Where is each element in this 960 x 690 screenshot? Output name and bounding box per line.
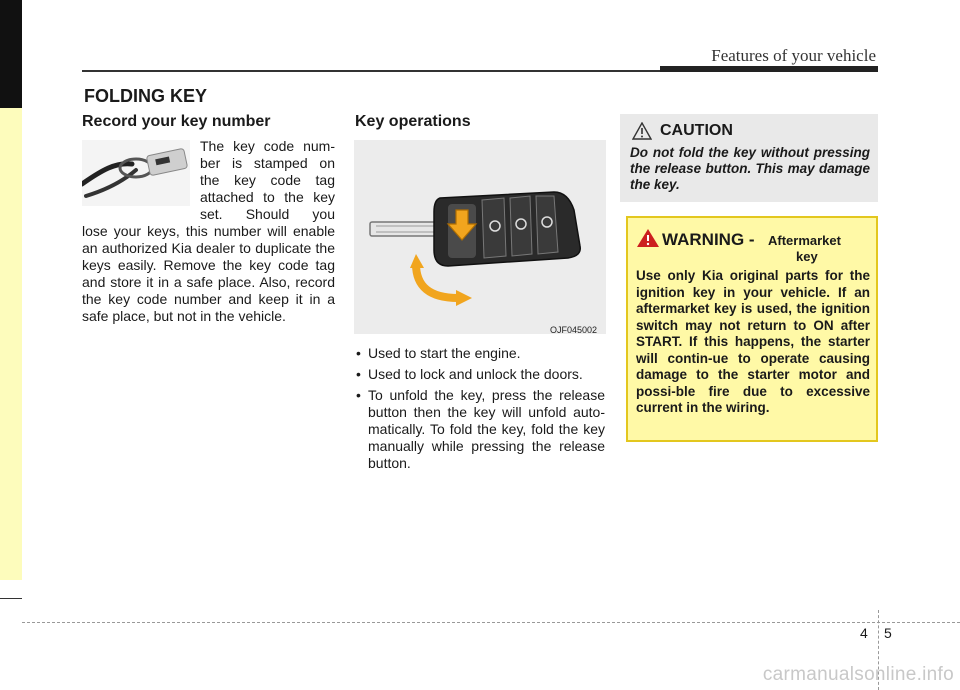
- warning-sublabel: Aftermarket: [768, 233, 841, 248]
- operations-list: [355, 345, 605, 476]
- caution-label: CAUTION: [660, 122, 733, 139]
- list-item: • Used to lock and unlock the doors.: [356, 366, 583, 382]
- chapter-number: 4: [860, 625, 868, 641]
- folding-key-illustration: [354, 140, 606, 334]
- warning-label: WARNING -: [662, 230, 755, 249]
- caution-text: Do not fold the key without pressing the release button. This may damage the key.: [630, 145, 870, 192]
- warning-text: Use only Kia original parts for the ignition key in your vehicle. If an aftermarket key is used, the ignition switch may not return to ON after START. If this happens, the starter will contin-ue to operate causing damage to the starter motor and possi-ble fire due to excessive current in the wiring.: [636, 268, 870, 415]
- key-tag-photo: [82, 140, 190, 206]
- margin-rule: [0, 598, 22, 599]
- record-text: lose your keys, this number will enable an authorized Kia dealer to duplicate the keys easily. Remove the key code tag and store it in a safe place. Also, record the key code number and keep it in a safe place, but not in the vehicle.: [82, 223, 335, 324]
- warning-triangle-icon: [636, 228, 660, 248]
- key-tag-illustration: [82, 140, 190, 206]
- record-line: The key code num-: [200, 138, 335, 154]
- image-code: OJF045002: [550, 325, 598, 335]
- warning-box: [626, 216, 878, 442]
- record-text-wrap: [200, 138, 335, 223]
- record-line: attached to the key: [200, 189, 335, 205]
- bullet-symbol: •: [356, 387, 361, 403]
- page-title: FOLDING KEY: [84, 86, 208, 106]
- operations-heading: Key operations: [355, 113, 471, 130]
- bullet-symbol: •: [356, 366, 361, 382]
- list-item: • Used to start the engine.: [356, 345, 521, 361]
- watermark: carmanualsonline.info: [762, 664, 954, 685]
- record-line: ber is stamped on: [200, 155, 335, 171]
- caution-box: [620, 114, 878, 202]
- record-line: set. Should you: [200, 206, 335, 222]
- record-heading: Record your key number: [82, 113, 271, 130]
- fob-image: [354, 140, 606, 334]
- section-header: Features of your vehicle: [711, 46, 876, 65]
- chapter-tab: [0, 0, 22, 108]
- footer-rule: [22, 622, 960, 623]
- record-line: the key code tag: [200, 172, 335, 188]
- list-item: • To unfold the key, press the release button then the key will unfold auto-matically. To fold the key, fold the key manually while pressing the release button.: [356, 387, 605, 471]
- header-rule-accent: [660, 66, 878, 72]
- caution-triangle-icon: [632, 122, 652, 140]
- warning-sublabel-cont: key: [796, 249, 818, 264]
- page-number: 5: [884, 625, 892, 641]
- bullet-symbol: •: [356, 345, 361, 361]
